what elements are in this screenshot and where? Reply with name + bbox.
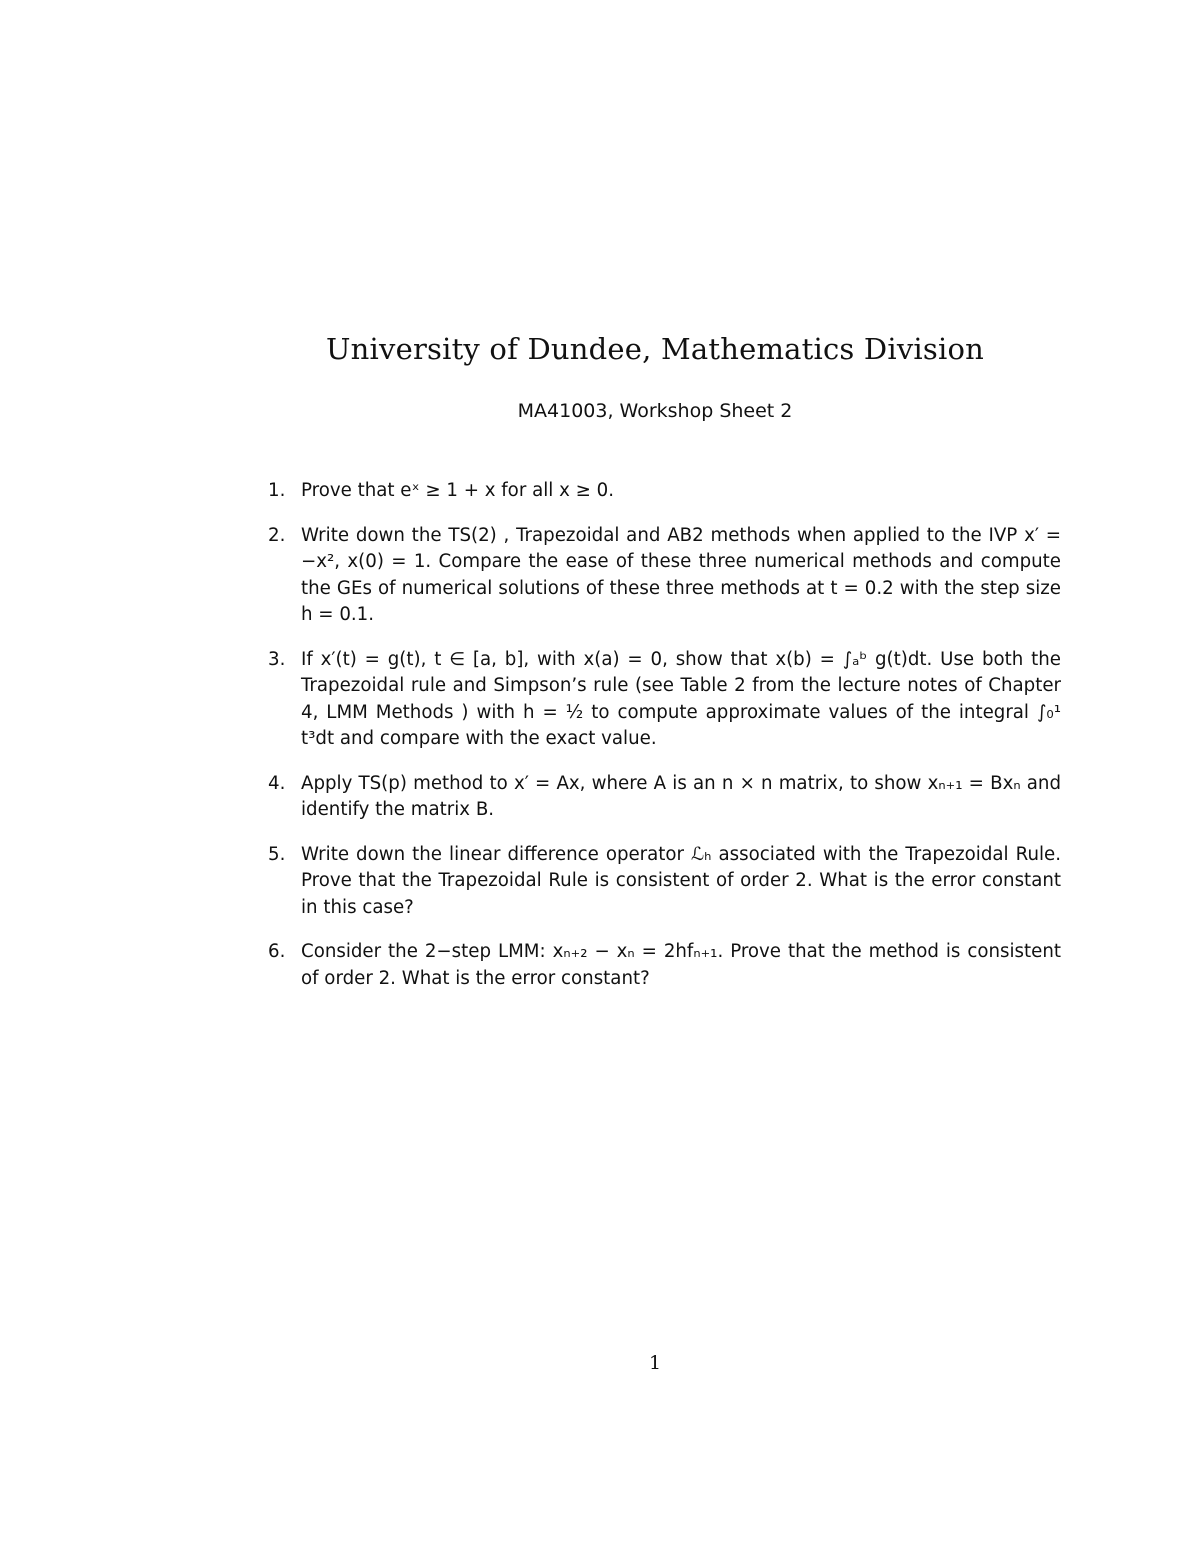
- problem-text: Prove that eˣ ≥ 1 + x for all x ≥ 0.: [301, 480, 615, 501]
- problem-number: 3.: [268, 648, 286, 670]
- problem-text: Apply TS(p) method to x′ = Ax, where A is an n × n matrix, to show xₙ₊₁ = Bxₙ and identify the matrix B.: [301, 772, 1061, 820]
- problem-item: [268, 842, 1061, 922]
- problem-text: Write down the TS(2) , Trapezoidal and AB2 methods when applied to the IVP x′ = −x², x(0) = 1. Compare the ease of these three numerical methods and compute the GEs of numerical solutions of these three methods at t = 0.2 with the step size h = 0.1.: [301, 524, 1061, 625]
- document-title: University of Dundee, Mathematics Division: [326, 332, 984, 366]
- problem-number: 1.: [268, 480, 286, 501]
- problem-item: [268, 647, 1061, 753]
- problem-item: [268, 478, 1061, 505]
- problem-list: [268, 478, 1061, 1010]
- problem-text: If x′(t) = g(t), t ∈ [a, b], with x(a) = 0, show that x(b) = ∫ₐᵇ g(t)dt. Use both the Trapezoidal rule and Simpson’s rule (see Table 2 from the lecture notes of Chapter 4, LMM Methods ) with h = ½ to compute approximate values of the integral ∫₀¹ t³dt and compare with the exact value.: [301, 648, 1061, 749]
- document-subtitle: MA41003, Workshop Sheet 2: [517, 400, 793, 422]
- problem-number: 4.: [268, 772, 286, 794]
- problem-number: 5.: [268, 843, 286, 865]
- problem-text: Consider the 2−step LMM: xₙ₊₂ − xₙ = 2hfₙ₊₁. Prove that the method is consistent of order 2. What is the error constant?: [301, 941, 1061, 989]
- problem-number: 2.: [268, 524, 286, 546]
- problem-number: 6.: [268, 941, 286, 962]
- problem-text: Write down the linear difference operator ℒₕ associated with the Trapezoidal Rule. Prove that the Trapezoidal Rule is consistent of order 2. What is the error constant in this case?: [301, 843, 1061, 918]
- problem-item: [268, 939, 1061, 992]
- page-number: 1: [648, 1352, 662, 1374]
- problem-item: [268, 771, 1061, 824]
- problem-item: [268, 523, 1061, 629]
